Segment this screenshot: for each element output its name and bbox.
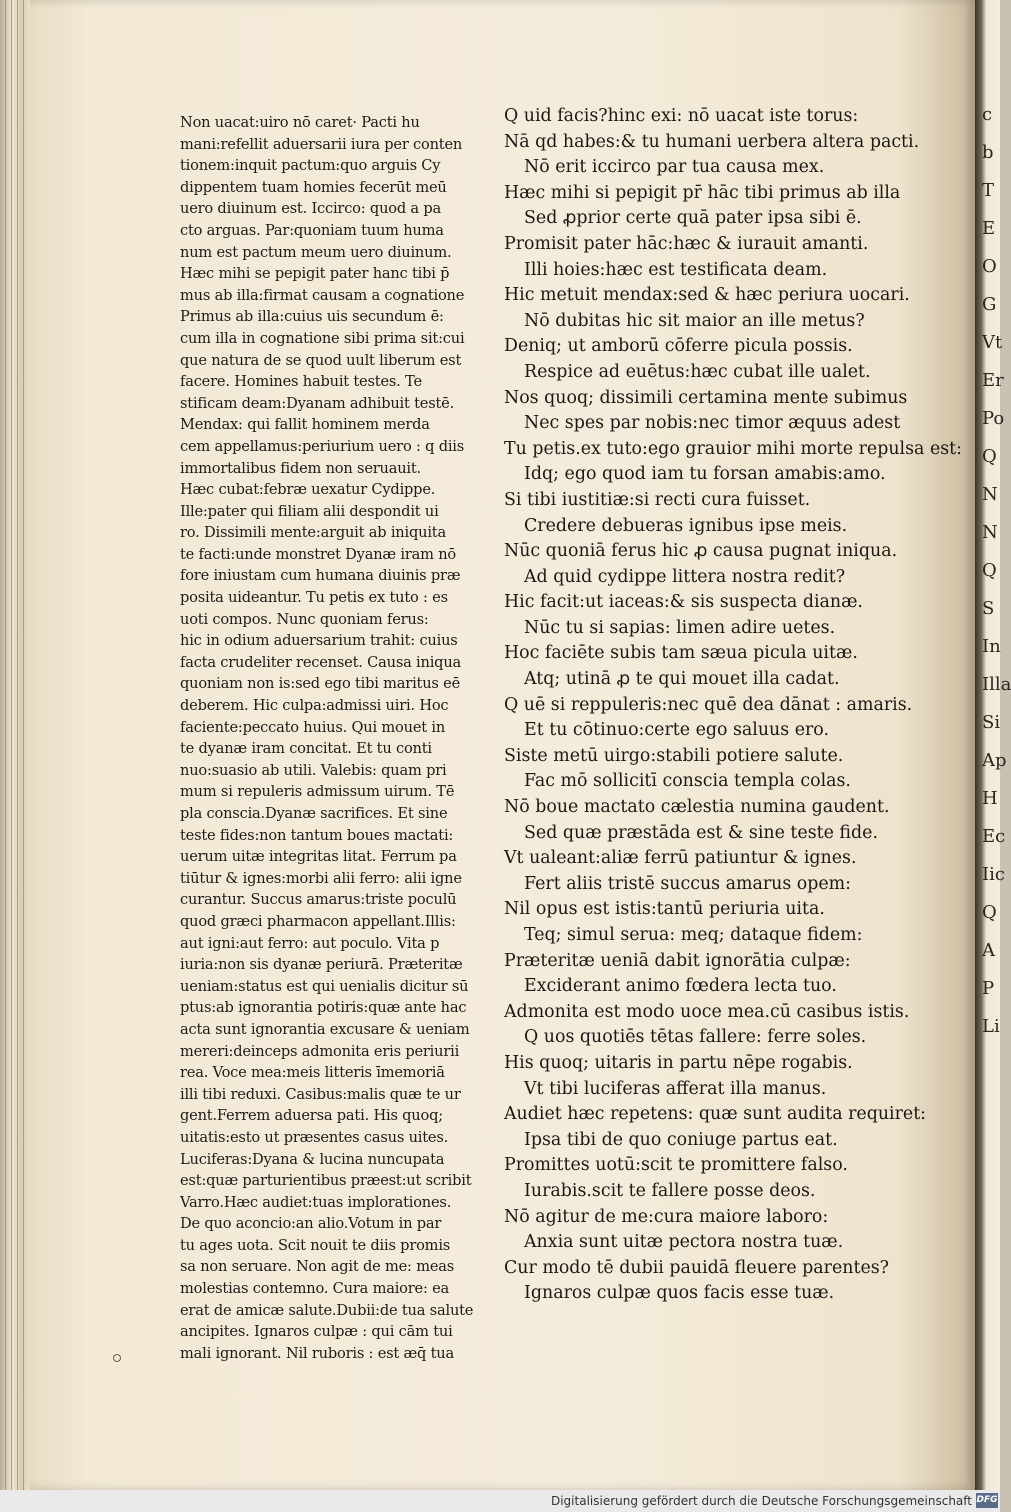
digitization-credit: Digitalisierung gefördert durch die Deutsche Forschungsgemeinschaft — [550, 1494, 972, 1508]
commentary-line: stificam deam:Dyanam adhibuit testē. — [180, 394, 455, 412]
gutter-letter: In — [982, 636, 1001, 657]
verse-line: Nos quoq; dissimili certamina mente subimus — [504, 387, 908, 408]
verse-line: Ipsa tibi de quo coniuge partus eat. — [524, 1129, 838, 1150]
commentary-line: est:quæ parturientibus præest:ut scribit — [180, 1172, 472, 1190]
gutter-letter: Q — [982, 902, 997, 923]
commentary-line: fore iniustam cum humana diuinis præ — [180, 567, 461, 585]
verse-line: Nūc tu si sapias: limen adire uetes. — [524, 617, 836, 638]
verse-line: Deniq; ut amborū cōferre picula possis. — [504, 336, 853, 357]
commentary-line: posita uideantur. Tu petis ex tuto : es — [180, 589, 448, 607]
paper-mark — [113, 1354, 121, 1362]
verse-line: Q uid facis?hinc exi: nō uacat iste torus: — [504, 106, 859, 126]
verse-line: Illi hoies:hæc est testificata deam. — [524, 259, 828, 280]
commentary-line: uero diuinum est. Iccirco: quod a pa — [180, 200, 442, 218]
verse-line: Hoc faciēte subis tam sæua picula uitæ. — [504, 643, 858, 664]
gutter-letter: Iic — [982, 864, 1005, 885]
verse-line: Nil opus est istis:tantū periuria uita. — [504, 899, 825, 920]
gutter-letter: A — [982, 940, 995, 961]
commentary-line: Hæc mihi se pepigit pater hanc tibi p̄ — [180, 265, 450, 283]
commentary-line: facta crudeliter recenset. Causa iniqua — [180, 653, 462, 671]
verse-line: Exciderant animo fœdera lecta tuo. — [524, 976, 837, 997]
verse-line: Præteritæ ueniā dabit ignorātia culpæ: — [504, 950, 851, 971]
gutter-letter: N — [982, 522, 998, 543]
verse-line: Iurabis.scit te fallere posse deos. — [524, 1180, 816, 1201]
commentary-line: Luciferas:Dyana & lucina nuncupata — [180, 1150, 445, 1168]
page-stack-edge — [0, 0, 30, 1490]
verse-line: Si tibi iustitiæ:si recti cura fuisset. — [504, 489, 811, 510]
commentary-line: illi tibi reduxi. Casibus:malis quæ te ur — [180, 1085, 461, 1103]
commentary-line: tu ages uota. Scit nouit te diis promis — [180, 1236, 451, 1254]
gutter-letter: O — [982, 256, 997, 277]
commentary-line: mum si repuleris admissum uirum. Tē — [180, 783, 455, 801]
gutter-letter: H — [982, 788, 998, 809]
gutter-letter: b — [982, 142, 994, 163]
verse-line: Q uos quotiēs tētas fallere: ferre soles. — [524, 1027, 867, 1048]
gutter-letter: Ec — [982, 826, 1006, 847]
commentary-line: ro. Dissimili mente:arguit ab iniquita — [180, 524, 446, 542]
commentary-line: aut igni:aut ferro: aut poculo. Vita p — [180, 934, 440, 952]
commentary-line: uerum uitæ integritas litat. Ferrum pa — [180, 848, 457, 866]
commentary-column — [180, 112, 490, 1364]
verse-line: Nec spes par nobis:nec timor æquus adest — [524, 413, 901, 434]
verse-line: Sed ꝓprior certe quā pater ipsa sibi ē. — [524, 208, 862, 229]
verse-line: Nō dubitas hic sit maior an ille metus? — [524, 310, 865, 331]
commentary-line: mani:refellit aduersarii iura per conten — [180, 135, 463, 153]
commentary-line: pla conscia.Dyanæ sacrifices. Et sine — [180, 805, 448, 822]
commentary-line: hic in odium aduersarium trahit: cuius — [180, 632, 458, 650]
verse-line: Hic facit:ut iaceas:& sis suspecta dianæ. — [504, 592, 863, 613]
verse-line: Admonita est modo uoce mea.cū casibus istis. — [504, 1001, 910, 1022]
verse-line: Ad quid cydippe littera nostra redit? — [524, 566, 846, 587]
commentary-line: tionem:inquit pactum:quo arguis Cy — [180, 157, 441, 175]
gutter-letter: c — [982, 104, 993, 125]
commentary-line: dippentem tuam homies fecerūt meū — [180, 178, 447, 196]
verse-line: Cur modo tē dubii pauidā fleuere parentes? — [504, 1257, 890, 1278]
commentary-line: erat de amicæ salute.Dubii:de tua salute — [180, 1301, 474, 1319]
gutter-letter: N — [982, 484, 998, 505]
verse-line: Hic metuit mendax:sed & hæc periura uocari. — [504, 285, 910, 306]
verse-line: Nūc quoniā ferus hic ꝓ causa pugnat iniqua. — [504, 541, 898, 562]
commentary-line: Primus ab illa:cuius uis secundum ē: — [180, 308, 444, 326]
commentary-line: immortalibus fidem non seruauit. — [180, 459, 421, 477]
verse-line: Fac mō sollicitī conscia templa colas. — [524, 771, 851, 792]
commentary-line: curantur. Succus amarus:triste poculū — [180, 891, 457, 909]
gutter-letter: S — [982, 598, 995, 619]
commentary-line: cto arguas. Par:quoniam tuum huma — [180, 221, 444, 239]
commentary-line: gent.Ferrem aduersa pati. His quoq; — [180, 1107, 443, 1125]
commentary-line: te dyanæ iram concitat. Et tu conti — [180, 740, 432, 758]
gutter-letter: Li — [982, 1016, 1000, 1037]
gutter-letter: G — [982, 294, 997, 315]
verse-line: Nō boue mactato cælestia numina gaudent. — [504, 797, 890, 818]
commentary-line: quoniam non is:sed ego tibi maritus eē — [180, 675, 461, 693]
commentary-line: Mendax: qui fallit hominem merda — [180, 416, 430, 434]
commentary-line: ptus:ab ignorantia potiris:quæ ante hac — [180, 999, 467, 1017]
gutter-letter: Ap — [982, 750, 1007, 771]
verse-line: Nā qd habes:& tu humani uerbera altera pacti. — [504, 131, 920, 152]
commentary-line: deberem. Hic culpa:admissi uiri. Hoc — [180, 697, 449, 715]
verse-line: Respice ad euētus:hæc cubat ille ualet. — [524, 361, 871, 382]
commentary-line: Non uacat:uiro nō caret· Pacti hu — [180, 114, 420, 131]
commentary-line: sa non seruare. Non agit de me: meas — [180, 1258, 455, 1276]
commentary-line: uitatis:esto ut præsentes casus uites. — [180, 1128, 449, 1146]
gutter-letter: Si — [982, 712, 1001, 733]
verse-line: Teq; simul serua: meq; dataque fidem: — [524, 925, 863, 945]
verse-line: Q uē si reppuleris:nec quē dea dānat : amaris. — [504, 694, 913, 715]
dfg-logo: DFG — [976, 1493, 998, 1508]
commentary-line: acta sunt ignorantia excusare & ueniam — [180, 1020, 470, 1038]
gutter-letter: Illa — [982, 674, 1011, 695]
commentary-line: De quo aconcio:an alio.Votum in par — [180, 1215, 442, 1233]
gutter-letter: Q — [982, 560, 997, 581]
commentary-line: num est pactum meum uero diuinum. — [180, 243, 452, 261]
commentary-line: cum illa in cognatione sibi prima sit:cui — [180, 329, 465, 347]
gutter-letter: T — [982, 180, 995, 201]
verse-column — [504, 104, 963, 1307]
commentary-line: te facti:unde monstret Dyanæ iram nō — [180, 545, 456, 563]
commentary-line: Ille:pater qui filiam alii despondit ui — [180, 502, 439, 520]
commentary-line: ancipites. Ignaros culpæ : qui cām tui — [180, 1323, 453, 1341]
gutter-letter: Vt — [982, 332, 1003, 353]
verse-line: His quoq; uitaris in partu nēpe rogabis. — [504, 1052, 853, 1073]
verse-line: Fert aliis tristē succus amarus opem: — [524, 873, 852, 894]
verse-line: Idq; ego quod iam tu forsan amabis:amo. — [524, 464, 886, 485]
commentary-line: facere. Homines habuit testes. Te — [180, 373, 422, 391]
commentary-line: mali ignorant. Nil ruboris : est æq̄ tua — [180, 1344, 454, 1362]
commentary-line: Varro.Hæc audiet:tuas implorationes. — [180, 1193, 452, 1211]
verse-line: Vt tibi luciferas afferat illa manus. — [524, 1078, 827, 1099]
gutter-letter: E — [982, 218, 996, 239]
commentary-line: uoti compos. Nunc quoniam ferus: — [180, 610, 429, 628]
gutter-letter: Er — [982, 370, 1004, 391]
commentary-line: rea. Voce mea:meis litteris īmemoriā — [180, 1064, 445, 1082]
verse-line: Audiet hæc repetens: quæ sunt audita requiret: — [504, 1104, 927, 1125]
verse-line: Nō erit iccirco par tua causa mex. — [524, 157, 825, 178]
gutter-letter: Po — [982, 408, 1005, 429]
commentary-line: Hæc cubat:febræ uexatur Cydippe. — [180, 481, 436, 499]
commentary-line: mereri:deinceps admonita eris periurii — [180, 1042, 460, 1060]
commentary-line: teste fides:non tantum boues mactati: — [180, 826, 454, 844]
commentary-line: faciente:peccato huius. Qui mouet in — [180, 718, 446, 736]
commentary-line: quod græci pharmacon appellant.Illis: — [180, 912, 456, 930]
verse-line: Siste metū uirgo:stabili potiere salute. — [504, 745, 844, 766]
verse-line: Ignaros culpæ quos facis esse tuæ. — [524, 1283, 835, 1304]
commentary-line: ueniam:status est qui uenialis dicitur sū — [180, 977, 469, 995]
commentary-line: mus ab illa:firmat causam a cognatione — [180, 286, 465, 304]
commentary-line: nuo:suasio ab utili. Valebis: quam pri — [180, 761, 447, 779]
facing-page-letters — [982, 96, 1011, 1046]
verse-line: Anxia sunt uitæ pectora nostra tuæ. — [524, 1232, 844, 1253]
verse-line: Tu petis.ex tuto:ego grauior mihi morte repulsa est: — [504, 438, 963, 459]
verse-line: Sed quæ præstāda est & sine teste fide. — [524, 822, 878, 843]
verse-line: Promittes uotū:scit te promittere falso. — [504, 1155, 848, 1176]
verse-line: Promisit pater hāc:hæc & iurauit amanti. — [504, 233, 869, 254]
verse-line: Vt ualeant:aliæ ferrū patiuntur & ignes. — [504, 848, 857, 869]
commentary-line: que natura de se quod uult liberum est — [180, 351, 462, 369]
gutter-letter: Q — [982, 446, 997, 467]
commentary-line: molestias contemno. Cura maiore: ea — [180, 1280, 450, 1298]
commentary-line: cem appellamus:periurium uero : q diis — [180, 437, 465, 455]
gutter-letter: P — [982, 978, 995, 999]
verse-line: Nō agitur de me:cura maiore laboro: — [504, 1206, 829, 1227]
verse-line: Hæc mihi si pepigit pr̄ hāc tibi primus ab illa — [504, 182, 901, 203]
verse-line: Credere debueras ignibus ipse meis. — [524, 515, 848, 536]
verse-line: Et tu cōtinuo:certe ego saluus ero. — [524, 720, 829, 741]
commentary-line: iuria:non sis dyanæ periurā. Præteritæ — [180, 956, 463, 974]
commentary-line: tiūtur & ignes:morbi alii ferro: alii igne — [180, 869, 462, 887]
verse-line: Atq; utinā ꝓ te qui mouet illa cadat. — [524, 669, 840, 690]
